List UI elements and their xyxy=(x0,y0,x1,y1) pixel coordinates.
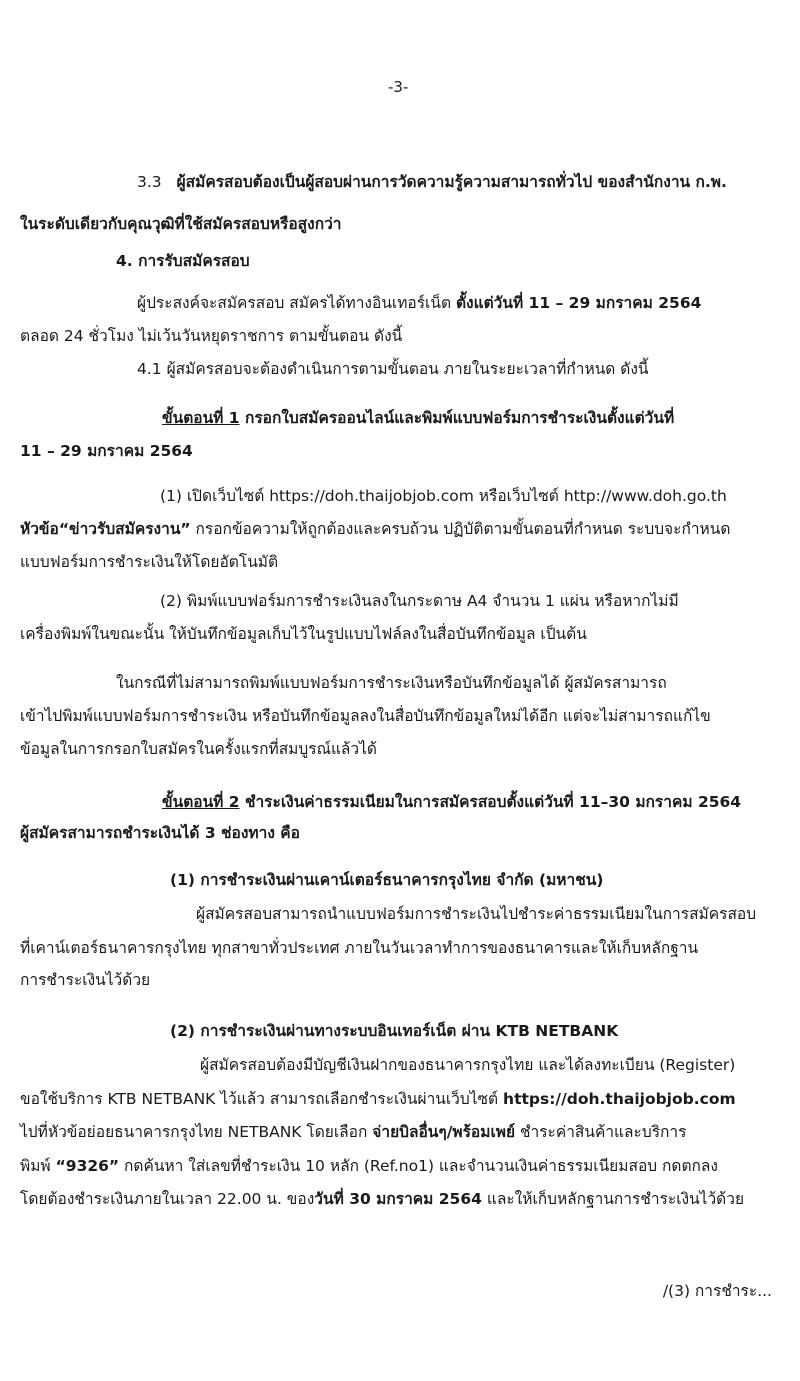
text-span: และให้เก็บหลักฐานการชำระเงินไว้ด้วย xyxy=(481,1190,745,1208)
channel1-line2: ที่เคาน์เตอร์ธนาคารกรุงไทย ทุกสาขาทั่วประเทศ ภายในวันเวลาทำการของธนาคารและให้เก็บหลักฐาน xyxy=(20,939,699,957)
step1-heading xyxy=(162,407,674,429)
website-link[interactable]: https://doh.thaijobjob.com xyxy=(269,487,474,505)
topic-label: หัวข้อ“ข่าวรับสมัครงาน” xyxy=(20,520,191,538)
section-3-3-line2: ในระดับเดียวกับคุณวุฒิที่ใช้สมัครสอบหรือสูงกว่า xyxy=(20,215,342,233)
channel1-heading: (1) การชำระเงินผ่านเคาน์เตอร์ธนาคารกรุงไทย จำกัด (มหาชน) xyxy=(170,871,604,889)
step1-note-line3: ข้อมูลในการกรอกใบสมัครในครั้งแรกที่สมบูรณ์แล้วได้ xyxy=(20,740,377,758)
step-title: ชำระเงินค่าธรรมเนียมในการสมัครสอบตั้งแต่วันที่ 11–30 มกราคม 2564 xyxy=(239,793,742,811)
channel2-line3 xyxy=(20,1121,686,1143)
step-label: ขั้นตอนที่ 1 xyxy=(162,409,240,427)
step1-item1-line3: แบบฟอร์มการชำระเงินให้โดยอัตโนมัติ xyxy=(20,553,279,571)
section-text: ผู้สมัครสอบต้องเป็นผู้สอบผ่านการวัดความรู้ความสามารถทั่วไป ของสำนักงาน ก.พ. xyxy=(176,173,727,191)
text-span: หรือเว็บไซต์ xyxy=(473,487,564,505)
deadline-date: วันที่ 30 มกราคม 2564 xyxy=(314,1190,482,1208)
text-span: โดยต้องชำระเงินภายในเวลา 22.00 น. ของ xyxy=(20,1190,315,1208)
step2-line2: ผู้สมัครสามารถชำระเงินได้ 3 ช่องทาง คือ xyxy=(20,824,300,842)
text-span: กดค้นหา ใส่เลขที่ชำระเงิน 10 หลัก (Ref.no1) และจำนวนเงินค่าธรรมเนียมสอบ กดตกลง xyxy=(119,1157,718,1175)
channel1-line1: ผู้สมัครสอบสามารถนำแบบฟอร์มการชำระเงินไปชำระค่าธรรมเนียมในการสมัครสอบ xyxy=(196,905,757,923)
page-number: -3- xyxy=(388,78,409,96)
text-span: ขอใช้บริการ KTB NETBANK ไว้แล้ว สามารถเลือกชำระเงินผ่านเว็บไซต์ xyxy=(20,1090,504,1108)
step1-item2-line1: (2) พิมพ์แบบฟอร์มการชำระเงินลงในกระดาษ A4 จำนวน 1 แผ่น หรือหากไม่มี xyxy=(160,592,679,610)
website-link[interactable]: http://www.doh.go.th xyxy=(563,487,727,505)
text-span: กรอกข้อความให้ถูกต้องและครบถ้วน ปฏิบัติตามขั้นตอนที่กำหนด ระบบจะกำหนด xyxy=(190,520,731,538)
section-4-1: 4.1 ผู้สมัครสอบจะต้องดำเนินการตามขั้นตอน ภายในระยะเวลาที่กำหนด ดังนี้ xyxy=(137,360,649,378)
service-code: “9326” xyxy=(55,1157,120,1175)
section-3-3-line1 xyxy=(137,171,727,193)
section-number: 3.3 xyxy=(137,173,162,191)
channel2-line4 xyxy=(20,1155,718,1177)
step-title: กรอกใบสมัครออนไลน์และพิมพ์แบบฟอร์มการชำระเงินตั้งแต่วันที่ xyxy=(239,409,675,427)
step2-heading xyxy=(162,791,741,813)
section-4-paragraph-line2: ตลอด 24 ชั่วโมง ไม่เว้นวันหยุดราชการ ตามขั้นตอน ดังนี้ xyxy=(20,327,403,345)
date-range: ตั้งแต่วันที่ 11 – 29 มกราคม 2564 xyxy=(455,294,702,312)
step1-item2-line2: เครื่องพิมพ์ในขณะนั้น ให้บันทึกข้อมูลเก็บไว้ในรูปแบบไฟล์ลงในสื่อบันทึกข้อมูล เป็นต้น xyxy=(20,625,587,643)
section-4-heading: 4. การรับสมัครสอบ xyxy=(116,252,250,270)
channel1-line3: การชำระเงินไว้ด้วย xyxy=(20,971,151,989)
step1-note-line1: ในกรณีที่ไม่สามารถพิมพ์แบบฟอร์มการชำระเงินหรือบันทึกข้อมูลได้ ผู้สมัครสามารถ xyxy=(116,674,667,692)
channel2-line1: ผู้สมัครสอบต้องมีบัญชีเงินฝากของธนาคารกรุงไทย และได้ลงทะเบียน (Register) xyxy=(200,1056,736,1074)
step1-item1-line2 xyxy=(20,518,730,540)
text-span: ไปที่หัวข้อย่อยธนาคารกรุงไทย NETBANK โดยเลือก xyxy=(20,1123,373,1141)
continuation-marker: /(3) การชำระ... xyxy=(662,1282,772,1300)
text-span: ชำระค่าสินค้าและบริการ xyxy=(515,1123,687,1141)
step1-date: 11 – 29 มกราคม 2564 xyxy=(20,442,193,460)
text-span: (1) เปิดเว็บไซต์ xyxy=(160,487,270,505)
channel2-line2 xyxy=(20,1088,736,1110)
step1-item1-line1 xyxy=(160,485,727,507)
text-span: ผู้ประสงค์จะสมัครสอบ สมัครได้ทางอินเทอร์เน็ต xyxy=(137,294,456,312)
menu-option: จ่ายบิลอื่นๆ/พร้อมเพย์ xyxy=(372,1123,516,1141)
step1-note-line2: เข้าไปพิมพ์แบบฟอร์มการชำระเงิน หรือบันทึกข้อมูลลงในสื่อบันทึกข้อมูลใหม่ได้อีก แต่จะไม่สามารถแก้ไข xyxy=(20,707,711,725)
channel2-heading: (2) การชำระเงินผ่านทางระบบอินเทอร์เน็ต ผ่าน KTB NETBANK xyxy=(170,1022,619,1040)
channel2-line5 xyxy=(20,1188,744,1210)
section-4-paragraph-line1 xyxy=(137,292,701,314)
website-link[interactable]: https://doh.thaijobjob.com xyxy=(503,1090,736,1108)
text-span: พิมพ์ xyxy=(20,1157,56,1175)
step-label: ขั้นตอนที่ 2 xyxy=(162,793,240,811)
